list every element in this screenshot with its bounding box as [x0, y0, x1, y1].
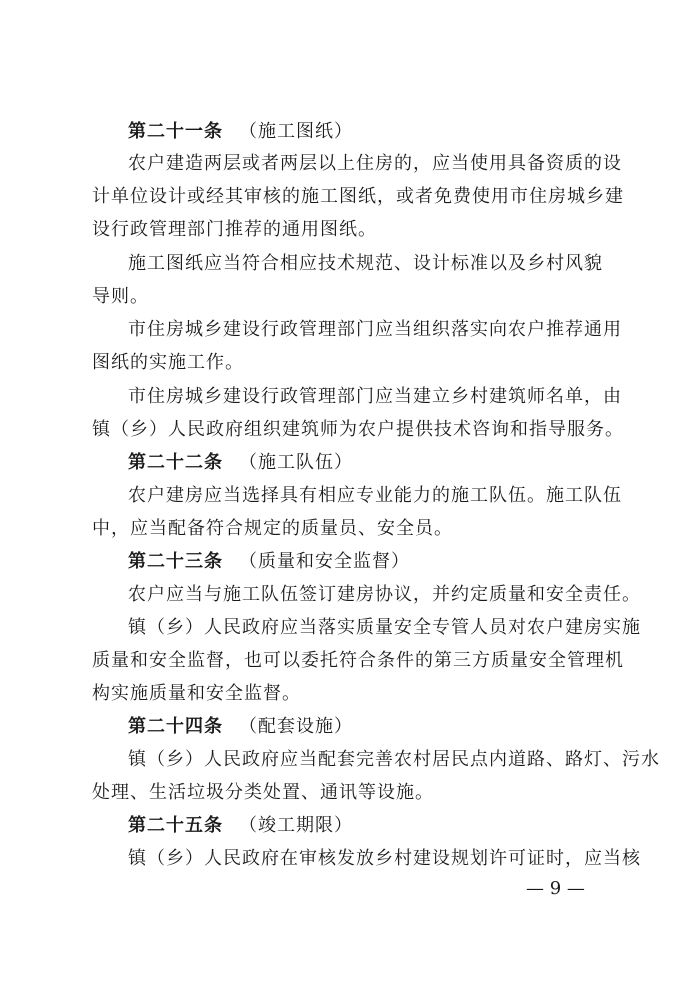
paragraph-line: 质量和安全监督，也可以委托符合条件的第三方质量安全管理机 [92, 650, 624, 671]
paragraph-line: 计单位设计或经其审核的施工图纸，或者免费使用市住房城乡建 [92, 186, 624, 207]
article-25-subtitle: （竣工期限） [239, 815, 353, 836]
article-25-number: 第二十五条 [128, 815, 223, 836]
paragraph-line: 镇（乡）人民政府应当落实质量安全专管人员对农户建房实施 [128, 617, 641, 638]
page-number: — 9 — [526, 878, 585, 899]
paragraph-line: 设行政管理部门推荐的通用图纸。 [92, 219, 377, 240]
article-24-subtitle: （配套设施） [239, 716, 353, 737]
paragraph-line: 导则。 [92, 286, 149, 307]
article-22-heading [128, 452, 353, 474]
article-21-number: 第二十一条 [128, 121, 223, 142]
article-24-heading [128, 716, 353, 738]
article-23-heading [128, 551, 410, 573]
article-25-heading [128, 815, 353, 837]
paragraph-line: 处理、生活垃圾分类处置、通讯等设施。 [92, 782, 434, 803]
paragraph-line: 构实施质量和安全监督。 [92, 683, 301, 704]
article-23-number: 第二十三条 [128, 551, 223, 572]
paragraph-line: 农户应当与施工队伍签订建房协议，并约定质量和安全责任。 [128, 584, 641, 605]
paragraph-line: 市住房城乡建设行政管理部门应当建立乡村建筑师名单，由 [128, 386, 622, 407]
article-23-subtitle: （质量和安全监督） [239, 551, 410, 572]
article-21-subtitle: （施工图纸） [239, 121, 353, 142]
article-22-number: 第二十二条 [128, 452, 223, 473]
article-22-subtitle: （施工队伍） [239, 452, 353, 473]
paragraph-line: 农户建造两层或者两层以上住房的，应当使用具备资质的设 [128, 153, 622, 174]
paragraph-line: 农户建房应当选择具有相应专业能力的施工队伍。施工队伍 [128, 485, 622, 506]
paragraph-line: 镇（乡）人民政府在审核发放乡村建设规划许可证时，应当核 [128, 848, 641, 869]
paragraph-line: 镇（乡）人民政府组织建筑师为农户提供技术咨询和指导服务。 [92, 419, 624, 440]
paragraph-line: 图纸的实施工作。 [92, 352, 244, 373]
paragraph-line: 市住房城乡建设行政管理部门应当组织落实向农户推荐通用 [128, 319, 622, 340]
paragraph-line: 镇（乡）人民政府应当配套完善农村居民点内道路、路灯、污水 [128, 749, 660, 770]
article-21-heading [128, 121, 353, 143]
paragraph-line: 中，应当配备符合规定的质量员、安全员。 [92, 518, 453, 539]
paragraph-line: 施工图纸应当符合相应技术规范、设计标准以及乡村风貌 [128, 253, 603, 274]
article-24-number: 第二十四条 [128, 716, 223, 737]
